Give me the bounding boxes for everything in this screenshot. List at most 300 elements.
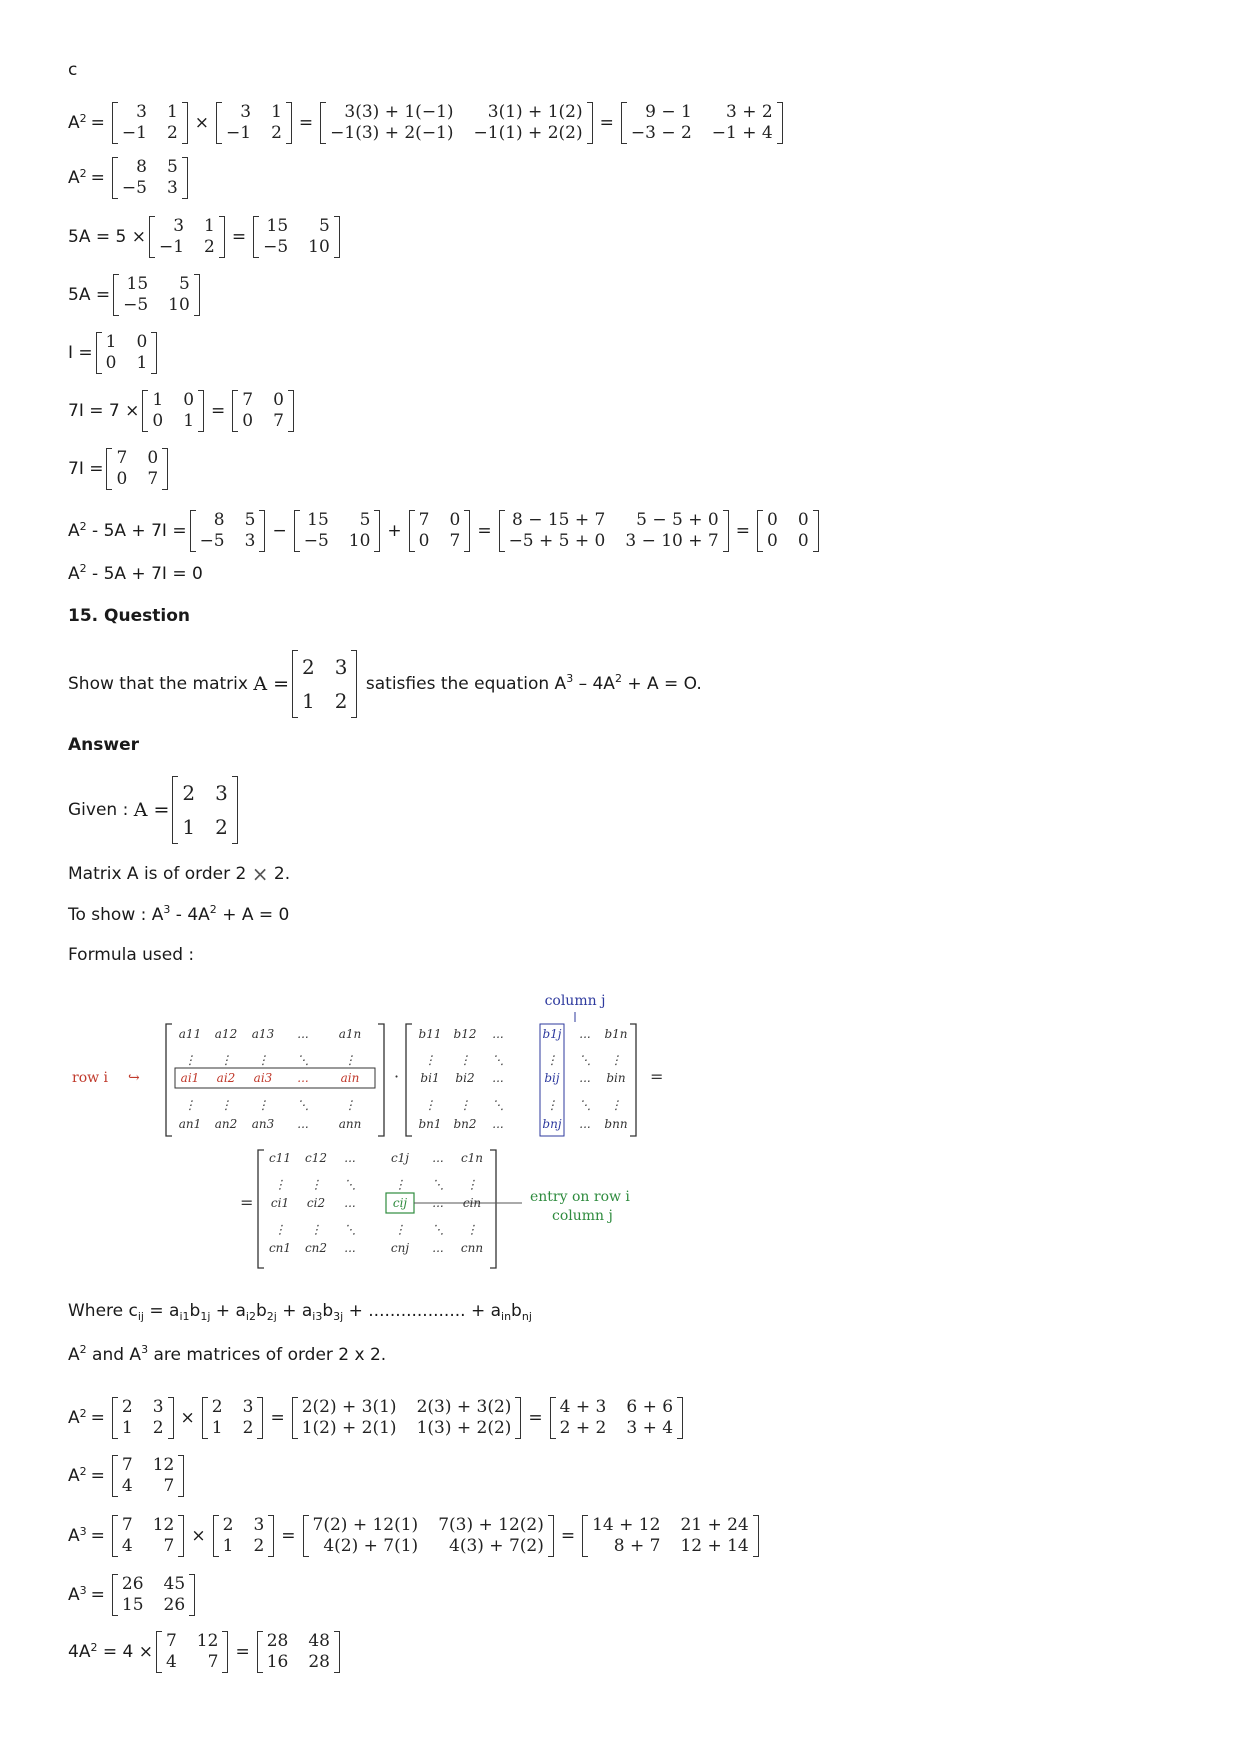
matrix-cell: 5 <box>178 274 190 294</box>
matrix-cell: 3 <box>334 655 348 679</box>
lhs: $A^3$ <box>68 1583 87 1605</box>
matrix-cell: 4 <box>121 1536 133 1556</box>
matrix <box>96 332 158 374</box>
matrix-grid <box>238 390 288 432</box>
matrix-entry: ... <box>297 1117 309 1131</box>
matrix-cell: 7 <box>163 1476 175 1496</box>
matrix-cell: 7(3) + 12(2) <box>438 1515 544 1535</box>
matrix-entry: an1 <box>178 1117 202 1131</box>
matrix <box>142 390 204 432</box>
ellipsis: ⋮ <box>184 1053 196 1067</box>
matrix <box>253 216 340 258</box>
ellipsis: ⋱ <box>344 1177 356 1192</box>
matrix-cell: 2 <box>121 1397 133 1417</box>
text: A <box>68 564 80 584</box>
subscript: 3j <box>333 1310 344 1323</box>
matrix-cell: 26 <box>121 1574 144 1594</box>
superscript: 3 <box>163 903 171 916</box>
matrix-cell: 2 <box>334 689 348 713</box>
text: Given : <box>68 799 134 820</box>
matrix-cell: −1(1) + 2(2) <box>473 123 583 143</box>
subscript: ij <box>137 1310 144 1323</box>
ellipsis: ⋮ <box>610 1098 622 1112</box>
matrix-cell: 1(2) + 2(1) <box>301 1418 397 1438</box>
matrix <box>303 1515 554 1557</box>
matrix-cell: 8 + 7 <box>613 1536 661 1556</box>
matrix-cell: 7 <box>116 448 128 468</box>
equals-sign: = <box>599 112 614 133</box>
matrix <box>213 1515 275 1557</box>
right-bracket <box>351 650 357 718</box>
equation-a3-result <box>68 1574 198 1616</box>
ellipsis: ⋱ <box>579 1053 591 1067</box>
matrix-cell: 0 <box>797 510 809 530</box>
text: satisfies the equation A <box>360 673 567 694</box>
equals-sign: = <box>560 1525 576 1546</box>
text: b <box>189 1301 201 1321</box>
matrix-entry: an2 <box>214 1117 238 1131</box>
matrix-cell: 3 − 10 + 7 <box>625 531 719 551</box>
answer-heading <box>68 737 139 754</box>
right-bracket <box>515 1397 521 1439</box>
text: 2. <box>268 863 291 884</box>
matrix-entry: a1n <box>338 1027 362 1041</box>
matrix-cell: 2 <box>211 1397 223 1417</box>
entry-label-line-2: column j <box>552 1208 613 1224</box>
matrix-cell: 2 <box>222 1515 234 1535</box>
superscript: 3 <box>566 671 574 685</box>
matrix-cell: 21 + 24 <box>680 1515 749 1535</box>
matrix <box>113 274 200 316</box>
lhs: $A^2$ <box>68 111 87 133</box>
right-bracket <box>677 1397 683 1439</box>
where-formula <box>68 1301 532 1323</box>
matrix-cell: 7 <box>121 1455 133 1475</box>
matrix-cell: 10 <box>308 237 330 257</box>
matrix <box>757 510 819 552</box>
matrix-cell: 0 <box>766 510 778 530</box>
equals-sign: = <box>298 112 314 133</box>
matrix-entry: c12 <box>305 1151 327 1165</box>
times-sign: × <box>194 112 210 133</box>
ellipsis: ⋮ <box>310 1222 322 1237</box>
lhs: 5A = <box>68 284 111 305</box>
matrix-cell: 7 <box>147 469 159 489</box>
dot-operator: · <box>394 1067 400 1086</box>
matrix-grid <box>763 510 813 552</box>
matrix-a-entries <box>179 1027 362 1131</box>
row-arrow-icon: ↪ <box>128 1070 140 1086</box>
matrix-entry: ... <box>297 1071 309 1085</box>
matrix-cell: 28 <box>266 1631 289 1651</box>
text: – 4A <box>573 673 615 694</box>
matrix <box>106 448 168 490</box>
times-sign: × <box>191 1525 206 1546</box>
text: = a <box>144 1301 180 1321</box>
equals-sign: = <box>281 1525 296 1546</box>
text: + a <box>210 1301 246 1321</box>
lhs: $A^2$ <box>68 1464 87 1486</box>
matrix-entry: cn2 <box>304 1241 328 1255</box>
matrix-entry: ... <box>432 1241 444 1255</box>
text: Show that the matrix <box>68 673 254 694</box>
matrix-entry: cnn <box>460 1241 484 1255</box>
matrix-cell: 9 − 1 <box>645 102 692 122</box>
ellipsis: ⋮ <box>546 1053 558 1067</box>
matrix-entry: bin <box>606 1071 626 1085</box>
matrix-entry: ... <box>344 1196 356 1210</box>
matrix-cell: 15 <box>121 1595 144 1615</box>
matrix-cell: 1(3) + 2(2) <box>416 1418 512 1438</box>
subscript: 1j <box>200 1310 211 1323</box>
matrix-cell: 3 <box>166 178 178 198</box>
superscript: 3 <box>141 1343 149 1356</box>
matrix-cell: 45 <box>163 1574 186 1594</box>
matrix-grid <box>162 1631 222 1673</box>
equals-sign: = <box>735 520 750 541</box>
equation-combined <box>68 510 822 552</box>
matrix-entry: b1n <box>604 1027 628 1041</box>
matrix-grid <box>148 390 198 432</box>
lhs: $A^2$ <box>68 1406 87 1428</box>
matrix-b-right-bracket <box>630 1024 636 1136</box>
matrix-cell: −1 <box>158 237 185 257</box>
right-bracket <box>178 1515 184 1557</box>
ellipsis: ⋱ <box>432 1177 444 1192</box>
matrix-cell: 3 <box>242 1397 254 1417</box>
superscript: 2 <box>614 671 622 685</box>
matrix-cell: 0 <box>449 510 461 530</box>
matrix-cell: 5 − 5 + 0 <box>636 510 719 530</box>
ellipsis: ⋮ <box>274 1222 286 1237</box>
right-bracket <box>288 390 294 432</box>
text: To show : A <box>68 905 164 925</box>
matrix-entry: c1j <box>390 1151 410 1165</box>
matrix-cell: 7 <box>165 1631 177 1651</box>
ellipsis: ⋮ <box>394 1177 406 1192</box>
matrix-cell: −5 <box>121 178 147 198</box>
matrix <box>112 1455 184 1497</box>
ellipsis: ⋱ <box>492 1053 504 1067</box>
matrix-cell: 12 <box>196 1631 219 1651</box>
equals-sign: = <box>231 226 247 247</box>
equals-sign: = <box>650 1067 664 1086</box>
matrix-cell: 2 <box>204 237 215 257</box>
matrix-entry: a13 <box>251 1027 275 1041</box>
matrix-entry: bi2 <box>455 1071 475 1085</box>
matrix-cell: 1 <box>222 1536 234 1556</box>
matrix <box>320 102 592 144</box>
matrix-cell: 0 <box>183 390 195 410</box>
text: Formula used : <box>68 945 195 965</box>
given-line <box>68 776 241 844</box>
matrix-cell: 4 <box>121 1476 133 1496</box>
ellipsis: ⋮ <box>344 1098 356 1112</box>
matrix-cell: 2 <box>242 1418 254 1438</box>
ellipsis: ⋮ <box>394 1222 406 1237</box>
text: and A <box>86 1345 142 1365</box>
matrix-grid <box>118 102 182 144</box>
matrix-cell: −1(3) + 2(−1) <box>330 123 454 143</box>
equation-conclusion <box>68 562 203 584</box>
ellipsis: ⋱ <box>432 1222 444 1237</box>
matrix-entry: bn2 <box>453 1117 477 1131</box>
lhs: 5A = 5 × <box>68 226 146 247</box>
superscript: 2 <box>79 562 87 575</box>
right-bracket <box>182 157 188 199</box>
matrix-entry: ci1 <box>270 1196 290 1210</box>
ellipsis: ⋱ <box>297 1098 309 1112</box>
matrix-cell: 1 <box>211 1418 223 1438</box>
matrix <box>149 216 225 258</box>
matrix-cell: 48 <box>308 1631 330 1651</box>
matrix-grid <box>102 332 152 374</box>
matrix-cell: 1 <box>302 689 315 713</box>
matrix-entry: ai2 <box>216 1071 236 1085</box>
matrix-entry: ai1 <box>180 1071 200 1085</box>
matrix <box>409 510 471 552</box>
matrix-cell: 16 <box>266 1652 289 1672</box>
text: b <box>322 1301 334 1321</box>
ellipsis: ⋱ <box>492 1098 504 1112</box>
matrix-cell: 0 <box>418 531 430 551</box>
matrix-cell: 2 <box>302 655 315 679</box>
matrix-a-right-bracket <box>378 1024 384 1136</box>
right-bracket <box>464 510 470 552</box>
matrix-entry: cnj <box>390 1241 410 1255</box>
matrix-cell: 1 <box>136 353 148 373</box>
matrix-cell: 2 + 2 <box>559 1418 607 1438</box>
equation-a-squared-expansion <box>68 102 786 144</box>
right-bracket <box>259 510 265 552</box>
matrix-cell: 10 <box>348 531 371 551</box>
equation-a2-expansion <box>68 1397 686 1439</box>
matrix-cell: 1 <box>166 102 178 122</box>
matrix-entry: bn1 <box>418 1117 442 1131</box>
matrix-cell: −5 <box>123 295 149 315</box>
equals-sign: = <box>270 1407 285 1428</box>
matrix <box>112 157 188 199</box>
matrix-grid <box>155 216 219 258</box>
matrix-entry: ... <box>579 1117 591 1131</box>
matrix-cell: 1 <box>183 411 195 431</box>
equals-sign: = <box>528 1407 543 1428</box>
text: + A = O. <box>621 673 702 694</box>
right-bracket <box>548 1515 554 1557</box>
matrix-entry: ... <box>579 1071 591 1085</box>
matrix-entry: an3 <box>251 1117 275 1131</box>
matrix-cell: 4 + 3 <box>559 1397 607 1417</box>
order-line <box>68 864 290 884</box>
matrix-entry: bnn <box>604 1117 628 1131</box>
equals-sign: = <box>235 1641 250 1662</box>
right-bracket <box>257 1397 263 1439</box>
heading-text: Answer <box>68 735 139 755</box>
matrix-entry: ... <box>297 1027 309 1041</box>
ellipsis: ⋮ <box>344 1053 356 1067</box>
matrix-grid <box>208 1397 258 1439</box>
matrix-grid <box>300 510 375 552</box>
matrix-cell: 1 <box>105 332 117 352</box>
matrix-cell: 10 <box>168 295 190 315</box>
right-bracket <box>232 776 238 844</box>
text: + .................. + a <box>343 1301 502 1321</box>
matrix-grid <box>118 157 182 199</box>
question-text <box>68 650 702 718</box>
matrix-cell: 12 <box>152 1455 175 1475</box>
matrix-cell: 28 <box>308 1652 330 1672</box>
lhs: $A^2$ <box>68 166 87 188</box>
matrix-entry: ... <box>344 1151 356 1165</box>
matrix-entry: ... <box>432 1196 444 1210</box>
equals-sign: = <box>90 1584 105 1605</box>
lhs: $4A^2 = 4$ × <box>68 1640 153 1662</box>
matrix-cell: −5 <box>199 531 225 551</box>
matrix <box>112 1515 184 1557</box>
text: Where c <box>68 1301 138 1321</box>
matrix-grid <box>118 1574 189 1616</box>
matrix-cell: 15 <box>266 216 289 236</box>
matrix-cell: −3 − 2 <box>630 123 692 143</box>
matrix-entry: bi1 <box>420 1071 440 1085</box>
matrix-entry: a12 <box>214 1027 238 1041</box>
equation-a2-result <box>68 1455 187 1497</box>
matrix-cell: 14 + 12 <box>592 1515 661 1535</box>
column-j-label: column j <box>544 993 606 1009</box>
equals-sign: = <box>90 112 105 133</box>
ellipsis: ⋮ <box>220 1053 232 1067</box>
matrix-grid <box>298 1397 516 1439</box>
where-line <box>68 1301 532 1323</box>
matrix-grid <box>118 1515 178 1557</box>
matrix-entry: ai3 <box>253 1071 273 1085</box>
matrix <box>257 1631 340 1673</box>
matrix <box>112 1397 174 1439</box>
right-bracket <box>162 448 168 490</box>
matrix-cell: 0 <box>152 411 164 431</box>
matrix-cell: 12 + 14 <box>680 1536 749 1556</box>
matrix-cell: −5 <box>303 531 329 551</box>
orders-line <box>68 1343 387 1365</box>
matrix-grid <box>588 1515 753 1557</box>
matrix-cell: 0 <box>105 353 117 373</box>
superscript: 2 <box>79 1343 87 1356</box>
matrix <box>292 1397 522 1439</box>
matrix-name: A = <box>133 798 170 821</box>
matrix-cell: 7 <box>418 510 430 530</box>
text: b <box>511 1301 522 1321</box>
matrix-cell: −5 + 5 + 0 <box>508 531 606 551</box>
matrix-grid <box>259 216 334 258</box>
matrix-entry: b11 <box>418 1027 442 1041</box>
plus-sign: + <box>387 520 402 541</box>
right-bracket <box>777 102 783 144</box>
matrix-grid <box>326 102 586 144</box>
matrix-cell: 2 <box>152 1418 164 1438</box>
matrix-grid <box>112 448 162 490</box>
matrix <box>172 776 237 844</box>
matrix-cell: 12 <box>152 1515 175 1535</box>
matrix-cell: 3(3) + 1(−1) <box>344 102 454 122</box>
right-bracket <box>753 1515 759 1557</box>
matrix-b-left-bracket <box>406 1024 412 1136</box>
section-letter: c <box>68 60 78 80</box>
to-show-line <box>68 903 290 925</box>
equals-sign: = <box>477 520 492 541</box>
matrix-entry: ain <box>340 1071 360 1085</box>
matrix-entry: b12 <box>453 1027 477 1041</box>
matrix-cell: 26 <box>163 1595 186 1615</box>
matrix-cell: 0 <box>242 411 254 431</box>
matrix-grid <box>298 650 351 718</box>
right-bracket <box>587 102 593 144</box>
matrix-cell: 1 <box>182 815 196 839</box>
equals-sign: = <box>90 167 105 188</box>
ellipsis: ⋮ <box>310 1177 322 1192</box>
matrix <box>499 510 729 552</box>
matrix-cell: −1 <box>121 123 147 143</box>
matrix-entry: ... <box>344 1241 356 1255</box>
ellipsis: ⋮ <box>274 1177 286 1192</box>
matrix-cell: 5 <box>318 216 330 236</box>
matrix <box>216 102 292 144</box>
matrix-cell: 0 <box>116 469 128 489</box>
entry-label-line-1: entry on row i <box>530 1189 630 1205</box>
matrix-entry: ... <box>492 1117 504 1131</box>
matrix <box>621 102 783 144</box>
matrix-grid <box>263 1631 334 1673</box>
ellipsis: ⋱ <box>297 1053 309 1067</box>
matrix-cell: 5 <box>244 510 256 530</box>
heading-text: 15. Question <box>68 606 190 626</box>
matrix-entry: c11 <box>269 1151 291 1165</box>
matrix-cell: 6 + 6 <box>626 1397 674 1417</box>
right-bracket <box>222 1631 228 1673</box>
matrix-cell: 8 <box>213 510 225 530</box>
matrix-cell: 2(2) + 3(1) <box>301 1397 397 1417</box>
matrix <box>582 1515 759 1557</box>
matrix-cell: 2 <box>253 1536 265 1556</box>
matrix-entry: cij <box>392 1196 408 1210</box>
matrix-cell: 7 <box>449 531 461 551</box>
equation-7i-expansion <box>68 390 297 432</box>
matrix-cell: 8 − 15 + 7 <box>511 510 606 530</box>
right-bracket <box>723 510 729 552</box>
right-bracket <box>198 390 204 432</box>
text: Matrix A is of order 2 <box>68 863 252 884</box>
superscript: 2 <box>209 903 217 916</box>
matrix-cell: −1 + 4 <box>711 123 773 143</box>
ellipsis: ⋱ <box>344 1222 356 1237</box>
matrix-grid <box>196 510 260 552</box>
subscript: in <box>501 1310 512 1323</box>
ellipsis: ⋮ <box>459 1098 471 1112</box>
matrix-entry: ... <box>492 1071 504 1085</box>
lhs: 7I = <box>68 458 104 479</box>
matrix-cell: 4 <box>165 1652 177 1672</box>
text: + a <box>276 1301 313 1321</box>
ellipsis: ⋮ <box>466 1177 478 1192</box>
matrix-entry: ann <box>338 1117 362 1131</box>
matrix-cell: 3 <box>244 531 256 551</box>
matrix-cell: 5 <box>359 510 371 530</box>
matrix <box>232 390 294 432</box>
equation-a3-expansion <box>68 1515 762 1557</box>
equals-sign: = <box>90 1465 105 1486</box>
subscript: 2j <box>266 1310 277 1323</box>
matrix-cell: 7(2) + 12(1) <box>312 1515 419 1535</box>
matrix-cell: 0 <box>273 390 284 410</box>
